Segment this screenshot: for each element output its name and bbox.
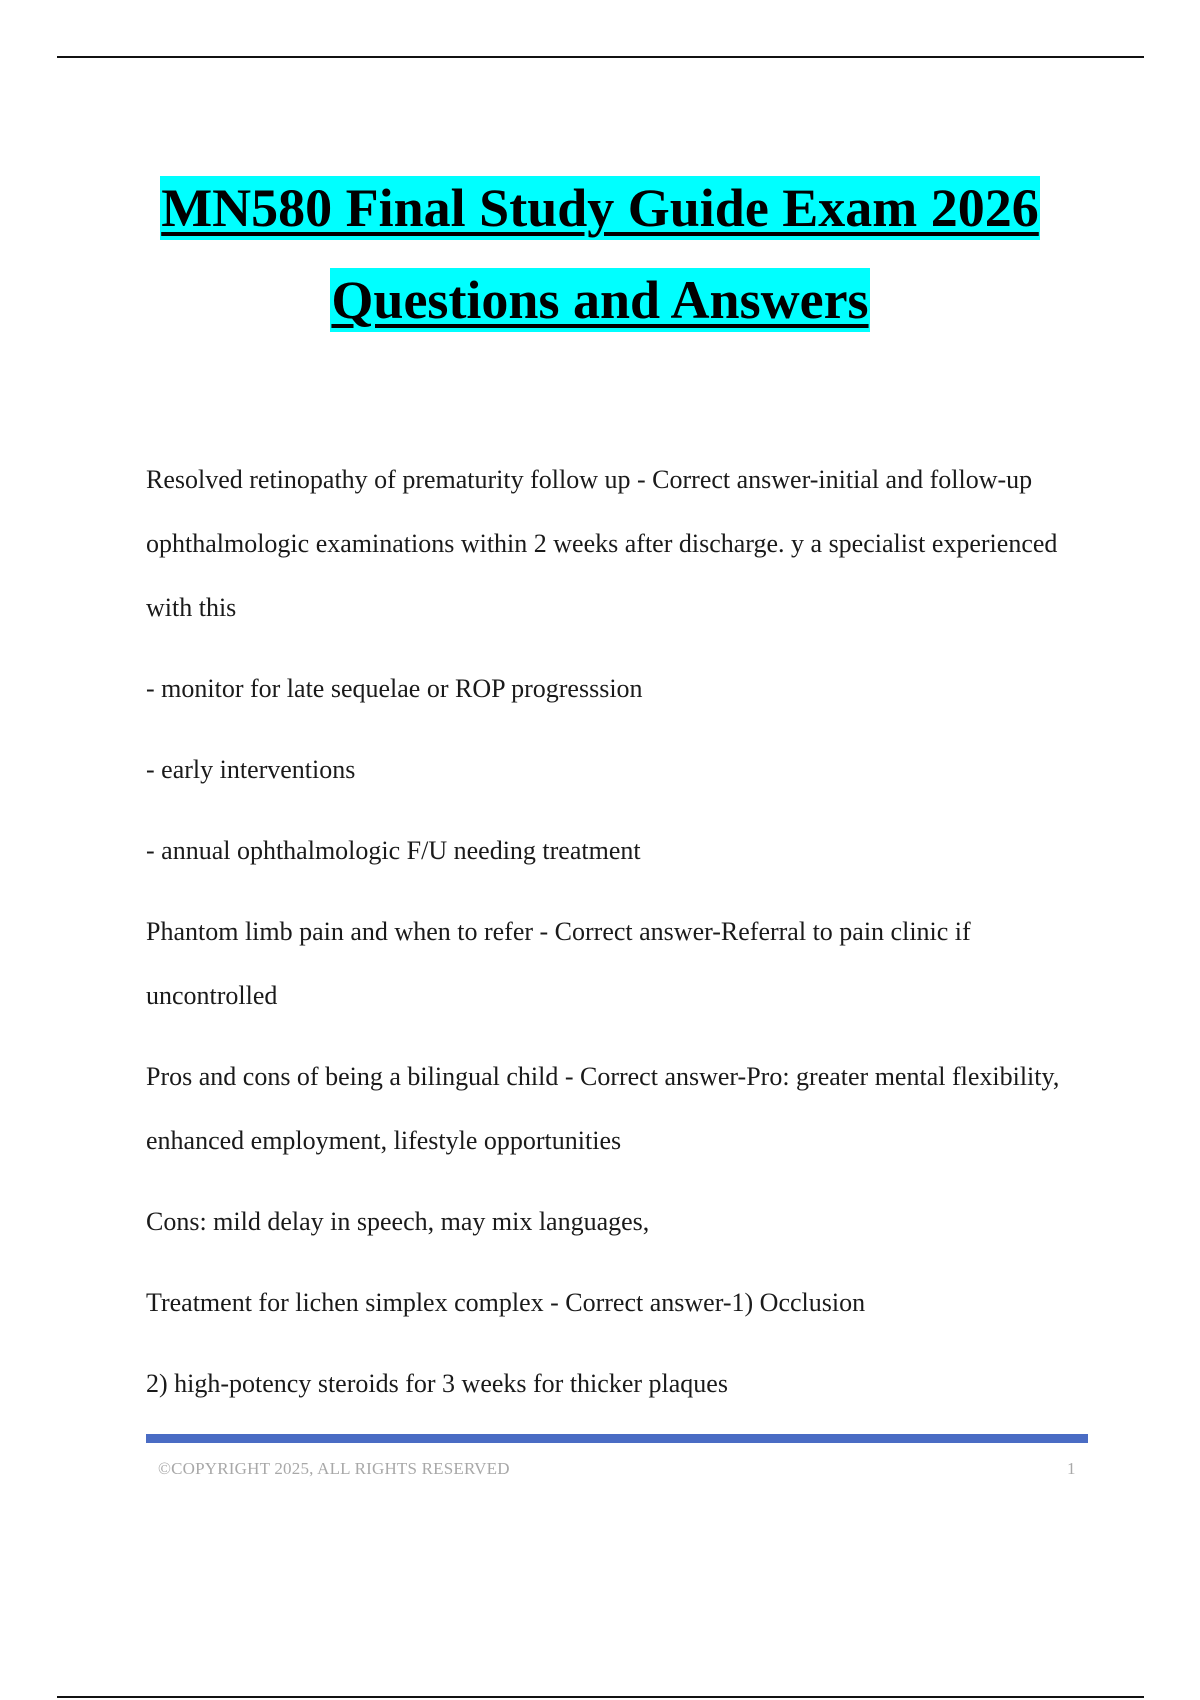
paragraph-lichen-steroids: 2) high-potency steroids for 3 weeks for thicker plaques <box>146 1369 728 1398</box>
paragraph-monitor-sequelae: - monitor for late sequelae or ROP progresssion <box>146 674 643 703</box>
title-line-1: MN580 Final Study Guide Exam 2026 <box>161 178 1039 238</box>
title-line-2: Questions and Answers <box>331 270 869 330</box>
bottom-rule <box>57 1696 1144 1698</box>
paragraph-early-interventions: - early interventions <box>146 755 356 784</box>
paragraph-annual-follow-up: - annual ophthalmologic F/U needing treatment <box>146 836 641 865</box>
paragraph-bilingual-cons: Cons: mild delay in speech, may mix languages, <box>146 1207 650 1236</box>
paragraph-phantom-limb: Phantom limb pain and when to refer - Correct answer-Referral to pain clinic if uncontrolled <box>146 917 971 1010</box>
paragraph-rop-follow-up: Resolved retinopathy of prematurity follow up - Correct answer-initial and follow-up ophthalmologic examinations within 2 weeks after discharge. y a specialist experienced with this <box>146 465 1058 622</box>
footer-divider <box>146 1434 1088 1443</box>
footer-page-number: 1 <box>1067 1459 1076 1478</box>
footer-copyright: ©COPYRIGHT 2025, ALL RIGHTS RESERVED <box>158 1459 510 1478</box>
document-body <box>146 448 1091 1433</box>
document-title <box>0 176 1200 332</box>
paragraph-lichen-occlusion: Treatment for lichen simplex complex - Correct answer-1) Occlusion <box>146 1288 866 1317</box>
top-rule <box>57 56 1144 58</box>
paragraph-bilingual-pros: Pros and cons of being a bilingual child - Correct answer-Pro: greater mental flexibility, enhanced employment, lifestyle opportunities <box>146 1062 1060 1155</box>
